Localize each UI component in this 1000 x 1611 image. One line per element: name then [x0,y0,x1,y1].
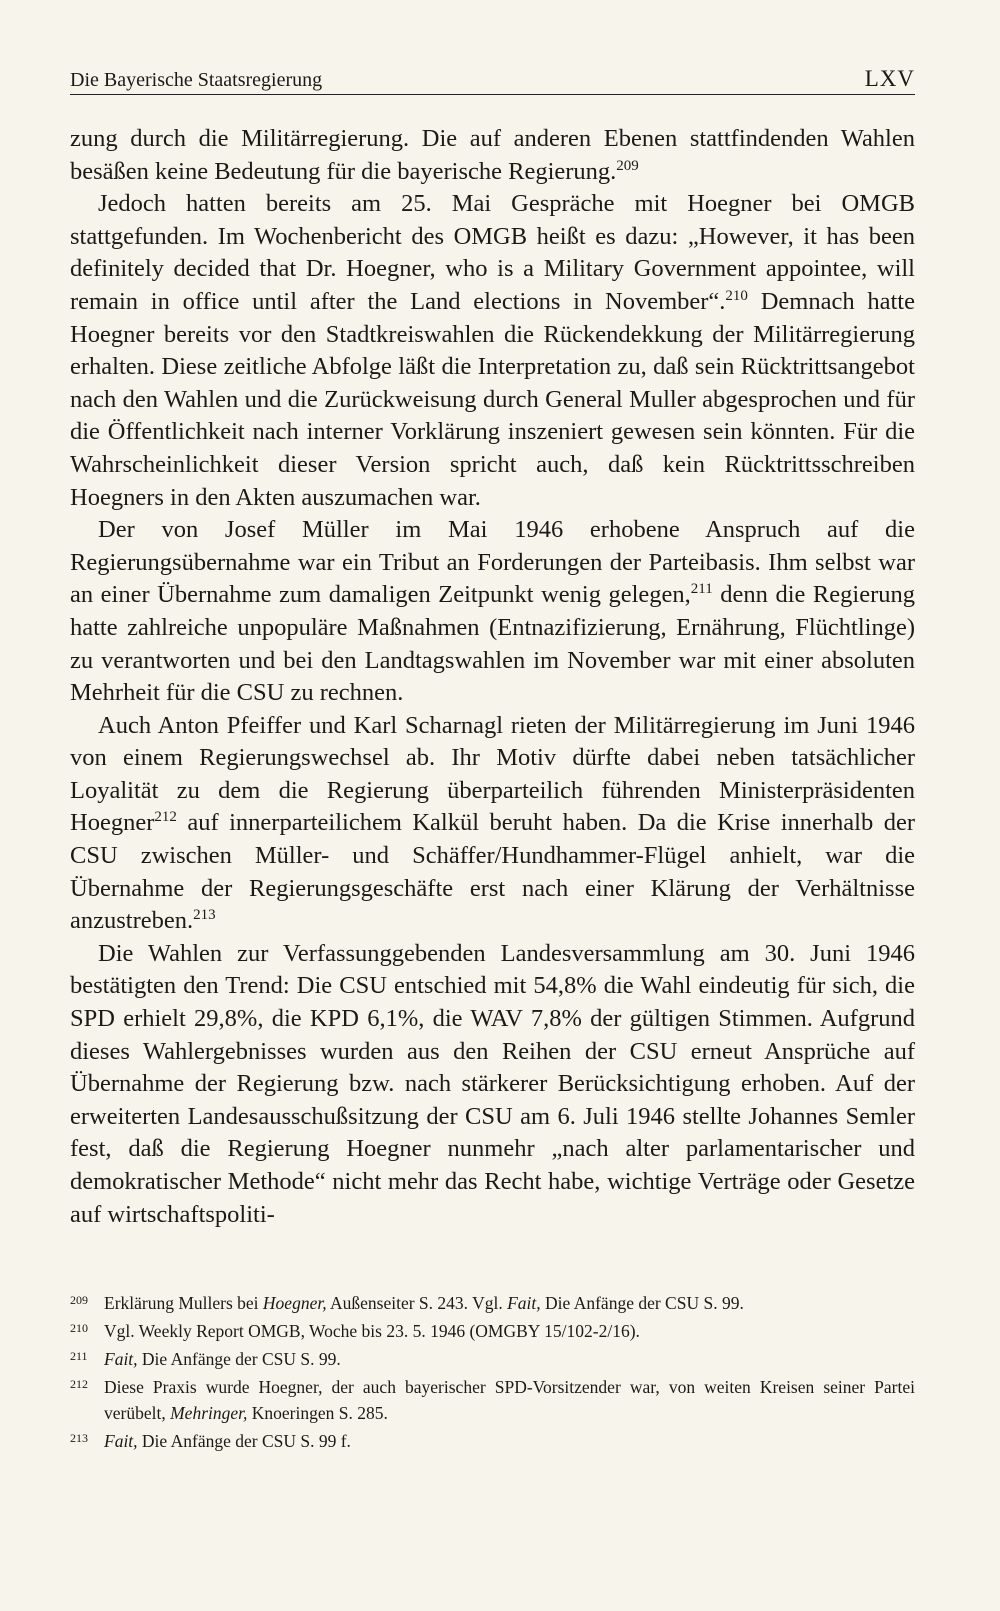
paragraph [70,938,915,1231]
text-run: Erklärung Mullers bei [104,1293,263,1313]
text-run: Die Anfänge der CSU S. 99. [540,1293,744,1313]
text-run: Knoeringen S. 285. [247,1403,388,1423]
footnote-ref: 213 [193,907,216,924]
footnotes [70,1290,915,1456]
paragraph [70,710,915,938]
header-rule [70,94,915,95]
text-run: Der von Josef Müller im Mai 1946 erhobene Anspruch auf die Regierungsübernahme war ein Tribut an Forderungen der Parteibasis. Ihm selbst war an einer Übernahme zum damaligen Zeitpunkt wenig gelegen, [70,516,915,609]
page-number: LXV [864,66,915,91]
text-run: Auch Anton Pfeiffer und Karl Scharnagl rieten der Militärregierung im Juni 1946 von einem Regierungswechsel ab. Ihr Motiv dürfte dabei neben tatsächlicher Loyalität zu dem die Regierung überparteilich führenden Ministerpräsidenten Hoegner [70,711,915,837]
text-run: Die Wahlen zur Verfassunggebenden Landesversammlung am 30. Juni 1946 bestätigten den Trend: Die CSU entschied mit 54,8% die Wahl eindeutig für sich, die SPD erhielt 29,8%, die KPD 6,1%, die WAV 7,8% der gültigen Stimmen. Aufgrund dieses Wahlergebnisses wurden aus den Reihen der CSU erneut Ansprüche auf Übernahme der Regierung bzw. nach stärkerer Berücksichtigung erhoben. Auf der erweiterten Landesausschußsitzung der CSU am 6. Juli 1946 stellte Johannes Semler fest, daß die Regierung Hoegner nunmehr „nach alter parlamentarischer und demokratischer Methode“ nicht mehr das Recht habe, wichtige Verträge oder Gesetze auf wirtschaftspoliti- [70,939,915,1228]
text-run: Die Anfänge der CSU S. 99. [137,1349,341,1369]
text-run: auf innerparteilichem Kalkül beruht haben. Da die Krise innerhalb der CSU zwischen Müller- und Schäffer/Hundhammer-Flügel anhielt, war die Übernahme der Regierungsgeschäfte erst nach einer Klärung der Verhältnisse anzustreben. [70,809,915,935]
text-run: Diese Praxis wurde Hoegner, der auch bayerischer SPD-Vorsitzender war, von weiten Kreisen seiner Partei verübelt, [104,1377,915,1423]
text-run: Jedoch hatten bereits am 25. Mai Gespräche mit Hoegner bei OMGB stattgefunden. Im Wochenbericht des OMGB heißt es dazu: „However, it has been definitely decided that Dr. Hoegner, who is a Military Government appointee, will remain in office until after the Land elections in November“. [70,190,915,315]
footnote [70,1290,915,1316]
footnote-text [104,1290,915,1316]
footnote-text [104,1346,915,1372]
cited-author: Hoegner, [262,1293,327,1313]
footnote-text [104,1428,915,1454]
footnote [70,1428,915,1454]
cited-author: Fait, [507,1293,541,1313]
text-run: Vgl. Weekly Report OMGB, Woche bis 23. 5. 1946 (OMGBY 15/102-2/16). [104,1321,640,1341]
footnote-number: 209 [70,1293,88,1307]
text-run: denn die Regierung hatte zahlreiche unpopuläre Maßnahmen (Entnazifizierung, Ernährung, Flüchtlinge) zu verantworten und bei den Landtagswahlen im November war mit einer absoluten Mehrheit für die CSU zu rechnen. [70,581,915,707]
footnote-number: 210 [70,1321,88,1335]
cited-author: Mehringer, [170,1403,248,1423]
footnote-number: 213 [70,1431,88,1445]
running-header [70,62,915,92]
text-run: Die Anfänge der CSU S. 99 f. [137,1431,351,1451]
cited-author: Fait, [104,1431,138,1451]
text-run: Außenseiter S. 243. Vgl. [326,1293,508,1313]
body-text [70,123,915,1231]
paragraph [70,514,915,710]
paragraph [70,123,915,188]
paragraph [70,188,915,514]
footnote-ref: 211 [690,581,713,598]
text-run: Demnach hatte Hoegner bereits vor den Stadtkreiswahlen die Rückendekkung der Militärregierung erhalten. Diese zeitliche Abfolge läßt die Interpretation zu, daß sein Rücktrittsangebot nach den Wahlen und die Zurückweisung durch General Muller abgesprochen und für die Öffentlichkeit nach interner Vorklärung inszeniert gewesen sein könnten. Für die Wahrscheinlichkeit dieser Version spricht auch, daß kein Rücktrittsschreiben Hoegners in den Akten auszumachen war. [70,287,915,511]
footnote-ref: 212 [154,809,177,826]
cited-author: Fait, [104,1349,138,1369]
footnote-ref: 209 [616,157,639,174]
footnote [70,1318,915,1344]
footnote-text [104,1374,915,1426]
text-run: zung durch die Militärregierung. Die auf anderen Ebenen stattfindenden Wahlen besäßen keine Bedeutung für die bayerische Regierung. [70,125,915,185]
running-title: Die Bayerische Staatsregierung [70,69,323,91]
footnote [70,1374,915,1426]
footnote-number: 212 [70,1377,88,1391]
footnote [70,1346,915,1372]
footnote-text [104,1318,915,1344]
footnote-number: 211 [70,1349,88,1363]
footnote-ref: 210 [725,287,748,304]
